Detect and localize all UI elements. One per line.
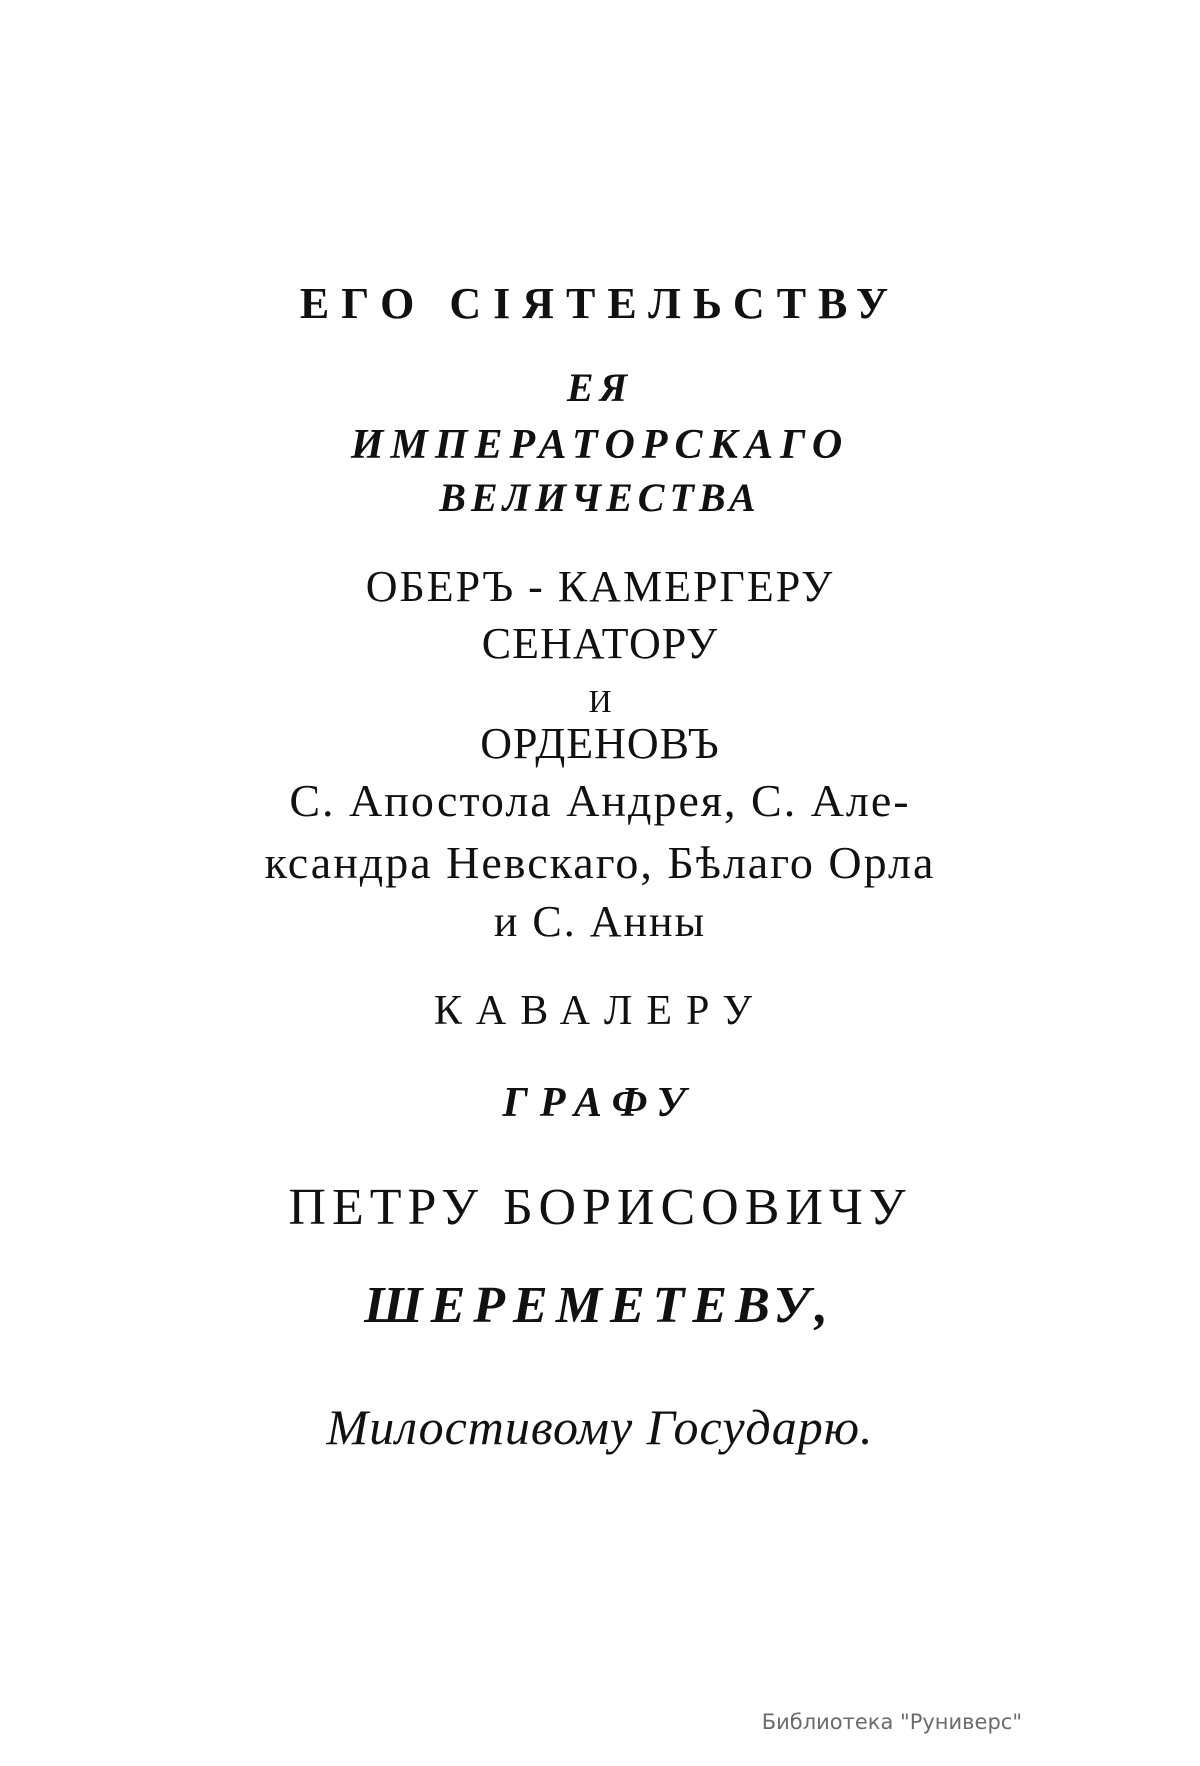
title-line-sovereign-address: ЕГО СІЯТЕЛЬСТВУ	[299, 279, 901, 328]
title-line-surname: ШЕРЕМЕТЕВУ,	[364, 1277, 836, 1334]
title-line-senator: СЕНАТОРУ	[481, 619, 719, 668]
title-line-imperial: ИМПЕРАТОРСКАГО	[350, 422, 850, 468]
library-watermark: Библиотека "Руниверс"	[761, 1710, 1022, 1734]
title-line-orders: ОРДЕНОВЪ	[480, 719, 720, 768]
title-line-count: ГРАФУ	[502, 1080, 698, 1126]
title-line-and: И	[588, 683, 612, 719]
title-line-majesty: ВЕЛИЧЕСТВА	[439, 475, 761, 520]
title-line-her: ЕЯ	[566, 365, 634, 410]
title-line-name: ПЕТРУ БОРИСОВИЧУ	[288, 1179, 912, 1236]
body-line-orders-3: и С. Анны	[493, 897, 707, 946]
body-line-orders-1: С. Апостола Андрея, С. Але-	[289, 775, 911, 826]
title-line-knight: КАВАЛЕРУ	[433, 988, 767, 1034]
closing-salutation: Милостивому Государю.	[326, 1399, 874, 1455]
title-line-chamberlain: ОБЕРЪ - КАМЕРГЕРУ	[365, 562, 835, 611]
body-line-orders-2: ксандра Невскаго, Бѣлаго Орла	[264, 837, 936, 888]
